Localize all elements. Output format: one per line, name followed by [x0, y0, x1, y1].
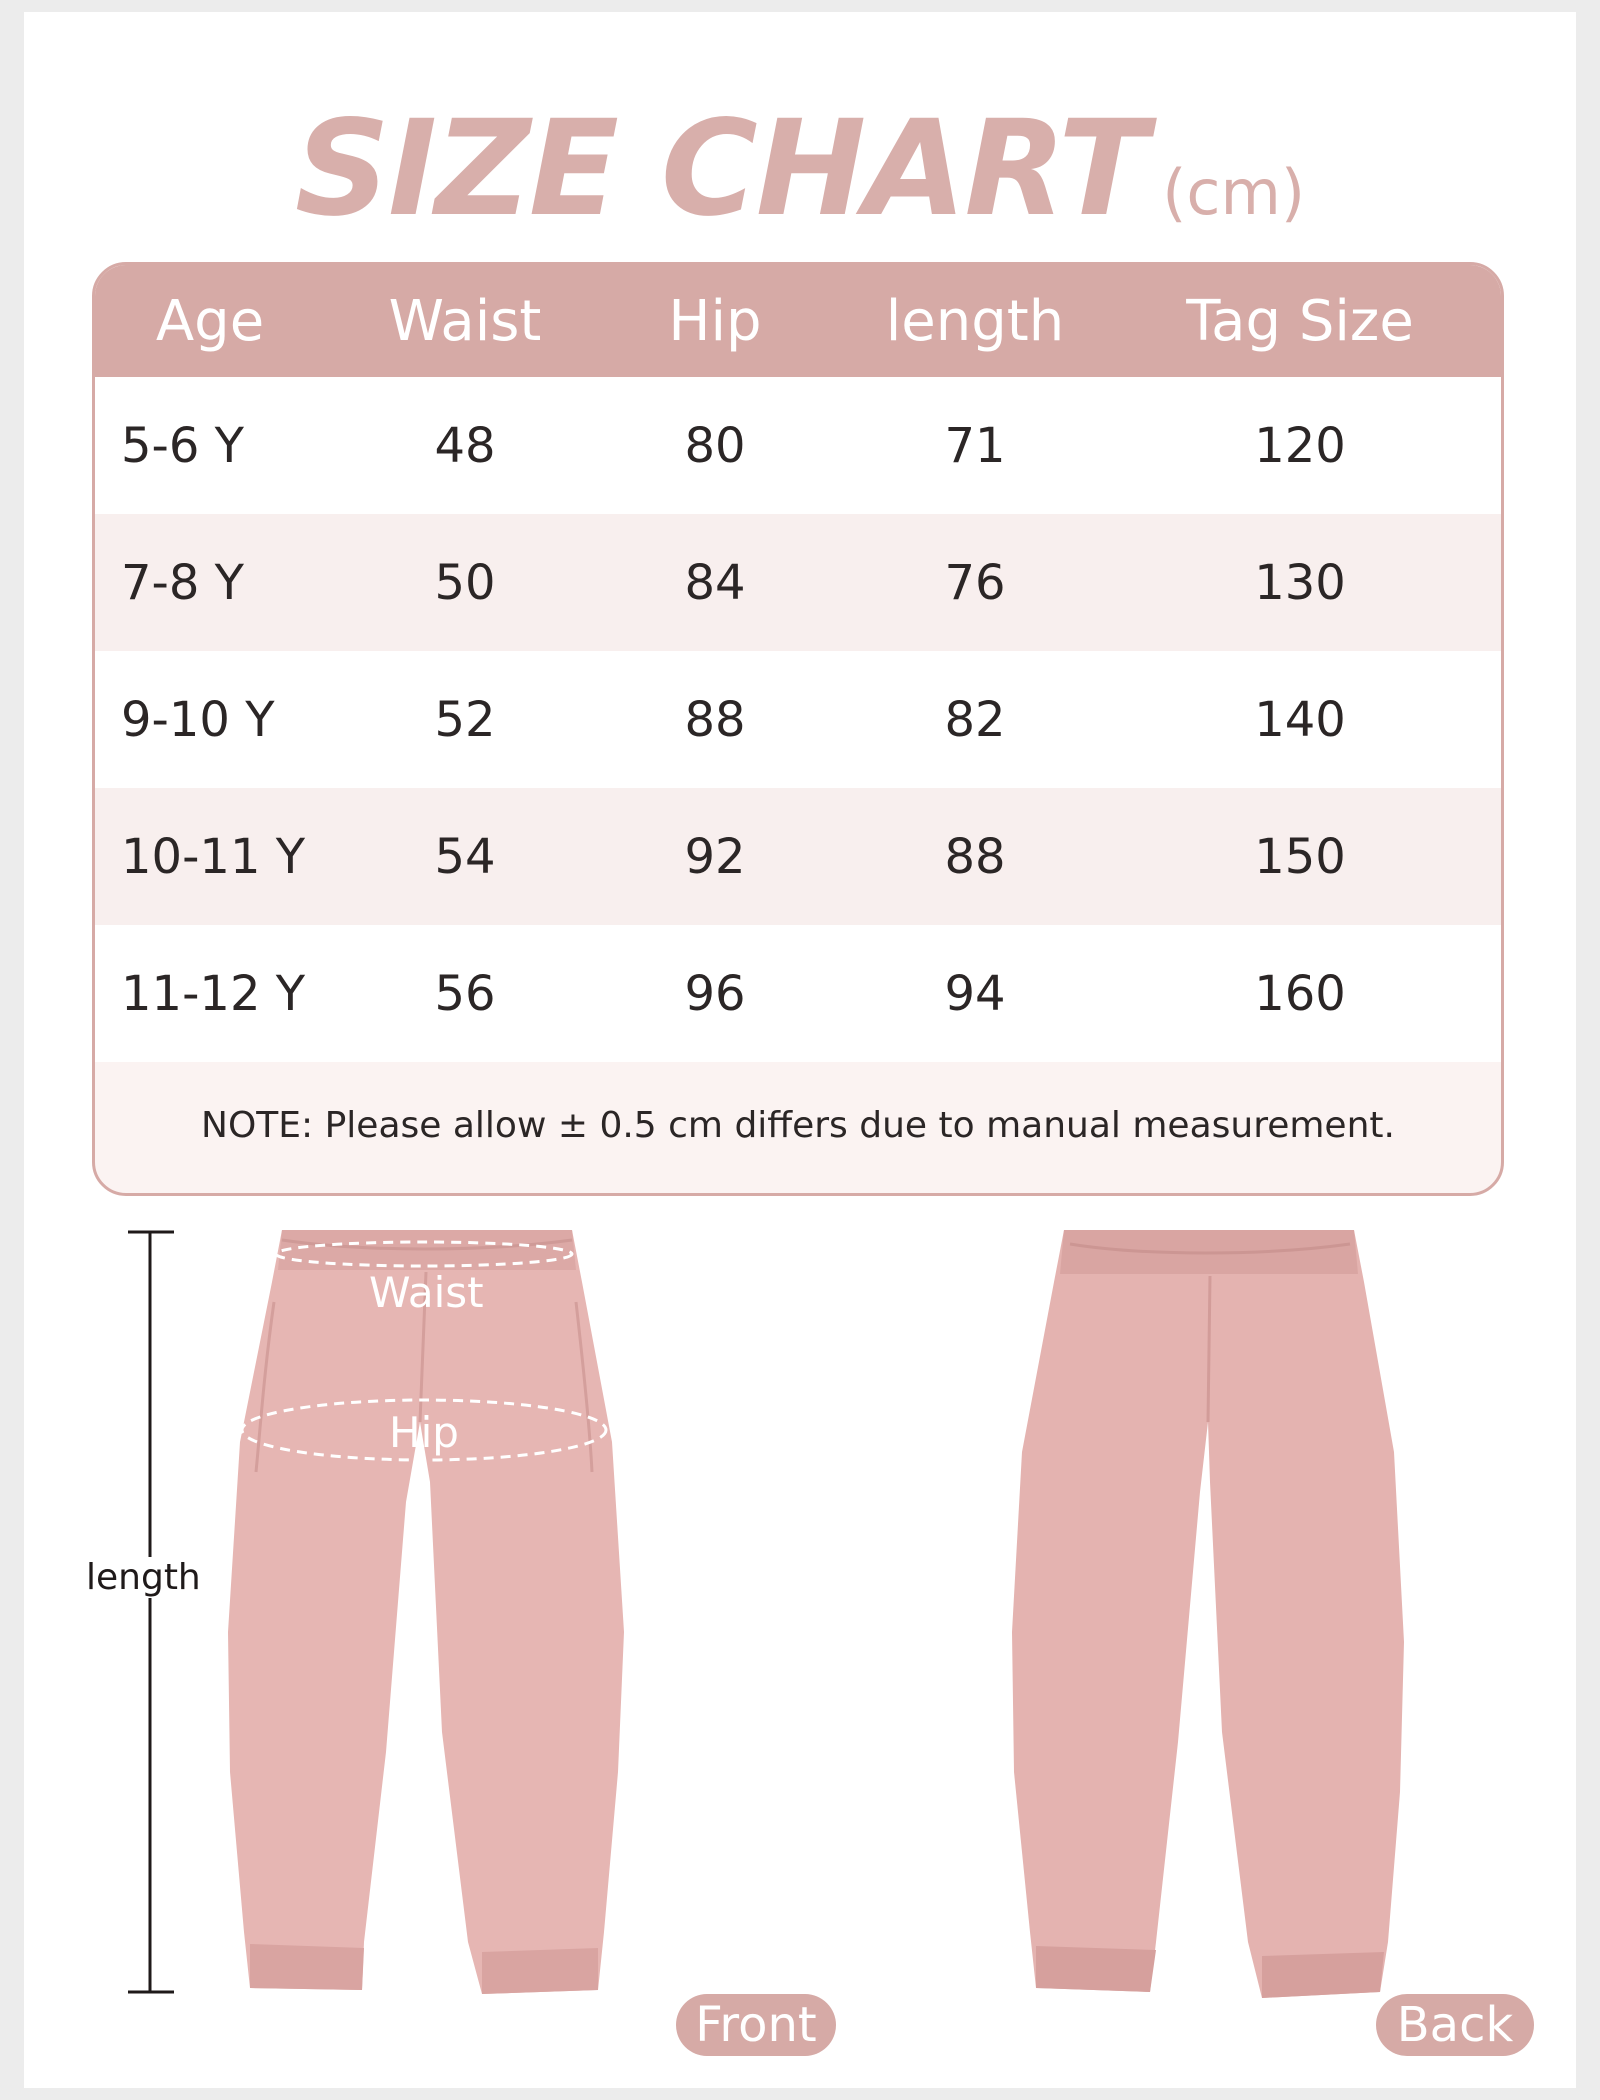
- cell-hip: 96: [684, 965, 746, 1022]
- cell-length: 88: [944, 828, 1006, 885]
- header-tag-size: Tag Size: [1186, 288, 1414, 354]
- hip-label: Hip: [389, 1408, 459, 1457]
- table-row: [95, 651, 1501, 788]
- cell-length: 82: [944, 691, 1006, 748]
- header-hip: Hip: [668, 288, 762, 354]
- cell-waist: 54: [434, 828, 496, 885]
- cell-hip: 92: [684, 828, 746, 885]
- back-label: Back: [1376, 1994, 1534, 2056]
- header-length: length: [885, 288, 1065, 354]
- length-ruler: [128, 1232, 174, 1992]
- cell-hip: 84: [684, 554, 746, 611]
- table-row: [95, 377, 1501, 514]
- cell-age: 10-11 Y: [121, 828, 306, 885]
- header-age: Age: [155, 288, 265, 354]
- cell-length: 76: [944, 554, 1006, 611]
- cell-tag-size: 160: [1254, 965, 1346, 1022]
- cell-tag-size: 140: [1254, 691, 1346, 748]
- pants-figure: [24, 1212, 1576, 2072]
- cell-tag-size: 120: [1254, 417, 1346, 474]
- cell-waist: 48: [434, 417, 496, 474]
- cell-waist: 52: [434, 691, 496, 748]
- cell-age: 5-6 Y: [121, 417, 244, 474]
- front-pants: [228, 1230, 624, 1994]
- cell-waist: 56: [434, 965, 496, 1022]
- waist-label: Waist: [369, 1268, 484, 1317]
- cell-tag-size: 130: [1254, 554, 1346, 611]
- cell-age: 9-10 Y: [121, 691, 275, 748]
- header-waist: Waist: [388, 288, 542, 354]
- pants-illustration: [24, 1212, 1576, 2072]
- table-header-row: [95, 265, 1501, 377]
- size-chart-page: [24, 12, 1576, 2088]
- page-title: [24, 92, 1576, 246]
- title-unit: (cm): [1162, 156, 1306, 229]
- table-row: [95, 788, 1501, 925]
- cell-tag-size: 150: [1254, 828, 1346, 885]
- title-main: SIZE CHART: [294, 92, 1147, 246]
- cell-waist: 50: [434, 554, 496, 611]
- table-row: [95, 925, 1501, 1062]
- size-table: [92, 262, 1504, 1196]
- cell-age: 7-8 Y: [121, 554, 244, 611]
- cell-length: 94: [944, 965, 1006, 1022]
- cell-hip: 88: [684, 691, 746, 748]
- measurement-note: NOTE: Please allow ± 0.5 cm differs due to manual measurement.: [201, 1105, 1395, 1146]
- cell-age: 11-12 Y: [121, 965, 306, 1022]
- front-label: Front: [676, 1994, 836, 2056]
- table-row: [95, 514, 1501, 651]
- length-label: length: [86, 1557, 201, 1598]
- back-pants: [1012, 1230, 1404, 1998]
- cell-hip: 80: [684, 417, 746, 474]
- cell-length: 71: [944, 417, 1006, 474]
